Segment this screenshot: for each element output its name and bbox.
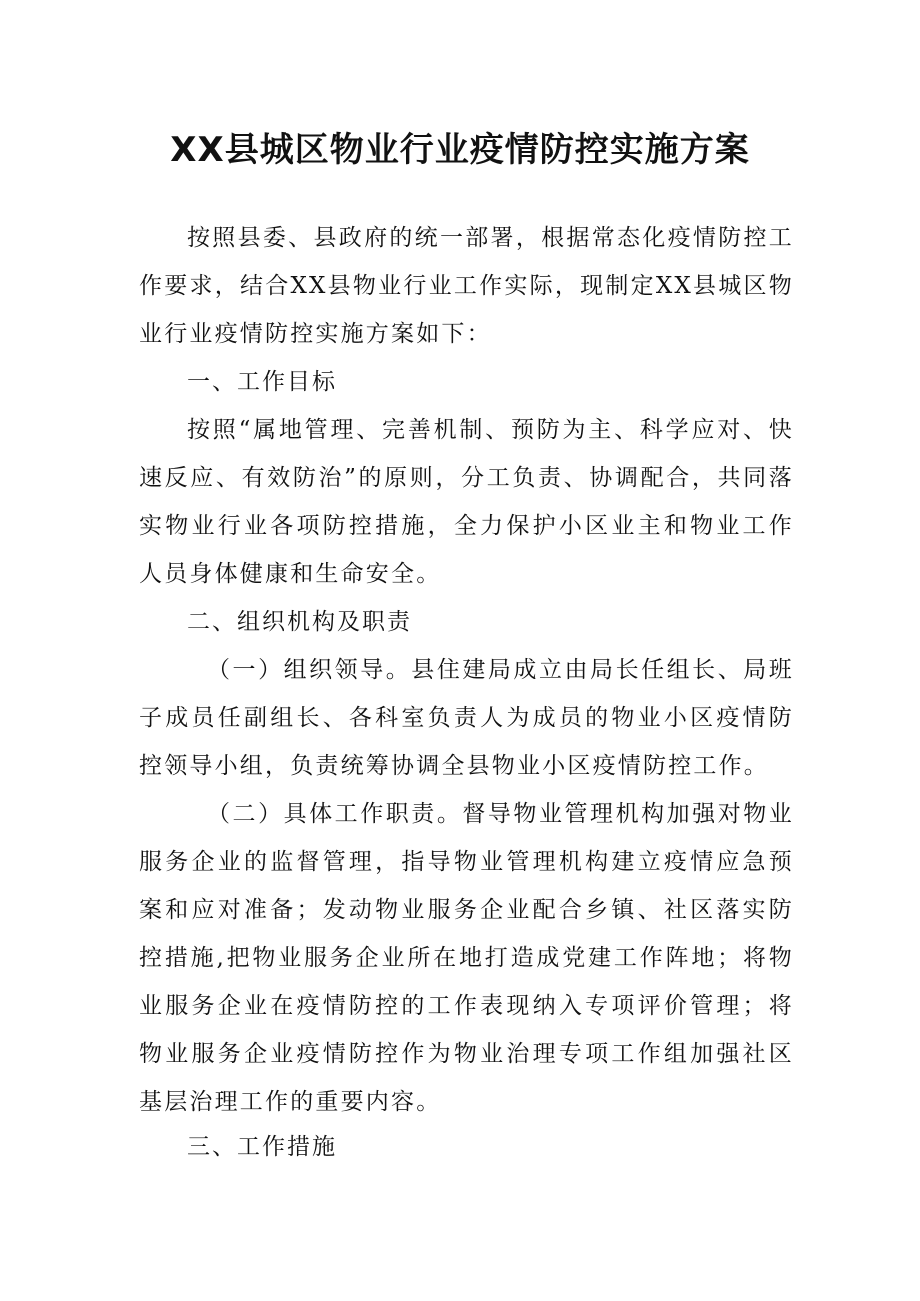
- section-heading-organization: 二、组织机构及职责: [187, 609, 412, 635]
- intro-paragraph: 按照县委、县政府的统一部署，根据常态化疫情防控工作要求，结合XX县物业行业工作实际，现制定XX县城区物业行业疫情防控实施方案如下：: [139, 225, 794, 347]
- section-heading-goals: 一、工作目标: [187, 369, 337, 395]
- organization-leadership-paragraph: （一）组织领导。县住建局成立由局长任组长、局班子成员任副组长、各科室负责人为成员的物业小区疫情防控领导小组，负责统筹协调全县物业小区疫情防控工作。: [139, 657, 794, 779]
- goals-paragraph: 按照“属地管理、完善机制、预防为主、科学应对、快速反应、有效防治”的原则，分工负责、协调配合，共同落实物业行业各项防控措施，全力保护小区业主和物业工作人员身体健康和生命安全。: [139, 417, 794, 587]
- document-body: [139, 214, 794, 1171]
- organization-duties-paragraph: （二）具体工作职责。督导物业管理机构加强对物业服务企业的监督管理，指导物业管理机构建立疫情应急预案和应对准备；发动物业服务企业配合乡镇、社区落实防控措施,把物业服务企业所在地打造成党建工作阵地；将物业服务企业在疫情防控的工作表现纳入专项评价管理；将物业服务企业疫情防控作为物业治理专项工作组加强社区基层治理工作的重要内容。: [139, 801, 794, 1115]
- section-heading-measures: 三、工作措施: [187, 1134, 337, 1160]
- document-title: XX县城区物业行业疫情防控实施方案: [170, 130, 750, 170]
